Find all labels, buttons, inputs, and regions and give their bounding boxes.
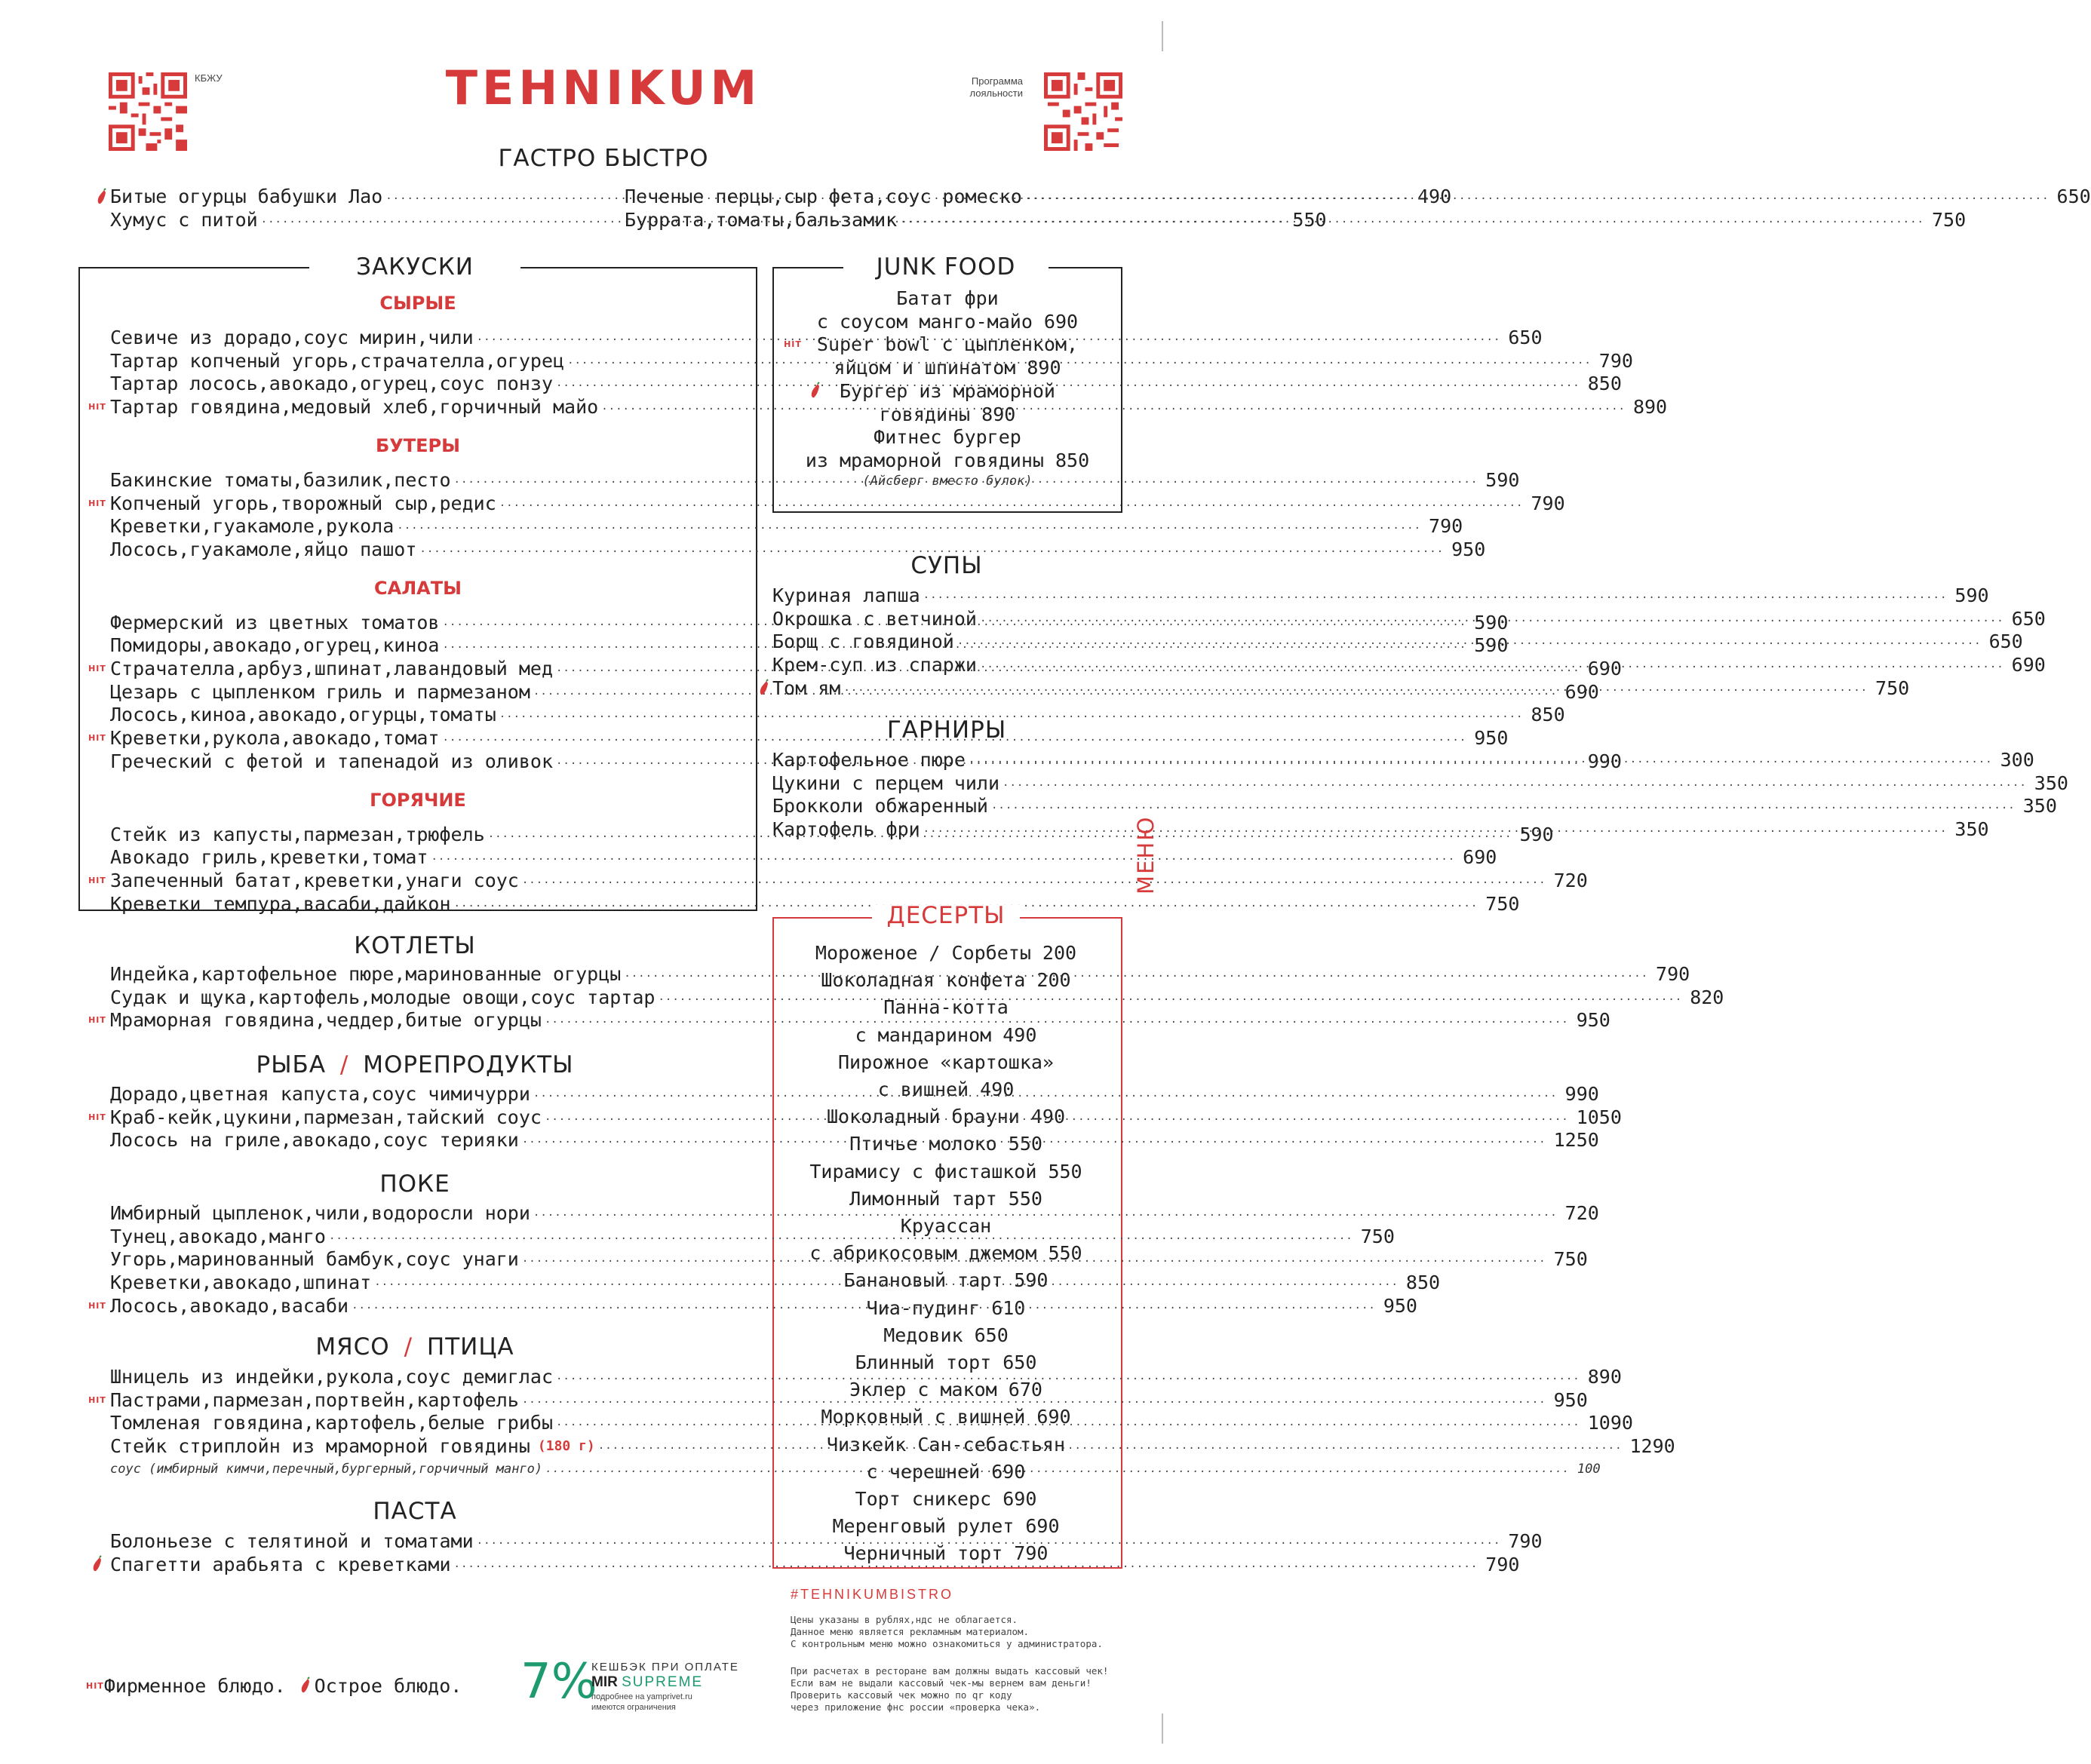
item-weight: (180 г) xyxy=(537,1438,595,1455)
dot-leader xyxy=(553,1365,1583,1388)
item-name: Буррата,томаты,бальзамик xyxy=(625,209,898,231)
dessert-line: Птичье молоко 550 xyxy=(849,1133,1042,1155)
dessert-line: Банановый тарт 590 xyxy=(843,1269,1049,1292)
item-name: Греческий с фетой и тапенадой из оливок xyxy=(110,750,553,772)
desserts-title: ДЕСЕРТЫ xyxy=(886,902,1006,929)
hit-badge-label: HIT xyxy=(88,1300,106,1311)
menu-row xyxy=(110,1008,1610,1032)
item-price: 850 xyxy=(1405,1272,1441,1294)
cutlets-title: КОТЛЕТЫ xyxy=(354,932,476,959)
menu-row xyxy=(772,653,2046,676)
menu-row xyxy=(110,538,1486,561)
menu-row xyxy=(110,492,1565,515)
item-name: Копченый угорь,творожный сыр,редис xyxy=(110,492,496,514)
item-name: Хумус с питой xyxy=(110,209,258,231)
item-price: 850 xyxy=(1587,373,1622,395)
item-price: 790 xyxy=(1598,349,1633,372)
menu-row xyxy=(110,1365,1622,1388)
item-name: Стейк из капусты,пармезан,трюфель xyxy=(110,823,485,845)
loyalty-qr-code[interactable] xyxy=(1044,72,1122,151)
item-price: 300 xyxy=(2000,749,2034,771)
dessert-line: Торт сникерс 690 xyxy=(855,1488,1037,1511)
zakuski-subsection-title: САЛАТЫ xyxy=(374,577,462,599)
dot-leader xyxy=(999,772,2030,795)
dot-leader xyxy=(519,1247,1549,1271)
hit-badge xyxy=(86,395,109,419)
item-price: 650 xyxy=(2011,607,2046,630)
dessert-line: Шоколадный брауни 490 xyxy=(826,1106,1066,1128)
item-price: 750 xyxy=(1360,1225,1395,1247)
meat-title-b: ПТИЦА xyxy=(426,1333,514,1361)
item-name: Печеные перцы,сыр фета,соус ромеско xyxy=(625,186,1022,207)
dot-leader xyxy=(348,1294,1379,1318)
item-price: 490 xyxy=(1417,186,1452,207)
hit-badge-label: HIT xyxy=(88,1015,106,1026)
item-name: Авокадо гриль,креветки,томат xyxy=(110,846,428,869)
item-name: Тартар копченый угорь,страчателла,огурец xyxy=(110,349,565,372)
dessert-line: Морковный с вишней 690 xyxy=(821,1406,1071,1428)
item-price: 1290 xyxy=(1629,1435,1675,1458)
hashtag[interactable]: #TEHNIKUMBISTRO xyxy=(791,1587,954,1602)
item-name: Судак и щука,картофель,молодые овощи,соус тартар xyxy=(110,986,656,1008)
dot-leader xyxy=(553,1411,1583,1434)
dot-leader xyxy=(840,676,1871,700)
fish-title-a: РЫБА xyxy=(256,1051,327,1078)
dot-leader xyxy=(474,1529,1504,1553)
dot-leader xyxy=(542,1460,1573,1478)
item-price: 650 xyxy=(1508,327,1543,348)
dessert-line: с мандарином 490 xyxy=(855,1023,1037,1046)
item-price: 550 xyxy=(1292,209,1327,231)
zakuski-subsection-title: ГОРЯЧИЕ xyxy=(370,789,466,811)
item-name: Лосось на гриле,авокадо,соус терияки xyxy=(110,1129,519,1152)
dessert-line: Чиа-пудинг 610 xyxy=(866,1296,1026,1319)
menu-row xyxy=(110,703,1565,726)
edge-mark-top xyxy=(1162,21,1163,51)
footer-notes-b xyxy=(791,1665,1108,1713)
item-price: 950 xyxy=(1383,1294,1417,1317)
item-name: Краб-кейк,цукини,пармезан,тайский соус xyxy=(110,1106,542,1128)
dessert-line: Блинный торт 650 xyxy=(855,1351,1037,1374)
item-price: 720 xyxy=(1553,869,1588,891)
junk-line: из мраморной говядины 850 xyxy=(805,449,1090,471)
item-name: Бакинские томаты,базилик,песто xyxy=(110,468,451,491)
spicy-icon xyxy=(804,379,827,403)
legend xyxy=(86,1673,462,1698)
item-price: 750 xyxy=(1931,209,1967,231)
dot-leader xyxy=(519,1388,1549,1412)
zakuski-subsection-title: СЫРЫЕ xyxy=(379,293,456,314)
meat-title-slash: / xyxy=(404,1333,413,1361)
item-name: Цукини с перцем чили xyxy=(772,772,1000,794)
item-name: Борщ с говядиной xyxy=(772,630,954,653)
item-name: Крем-суп из спаржи xyxy=(772,654,977,676)
item-name: Тартар лосось,авокадо,огурец,соус понзу xyxy=(110,373,553,395)
item-name: Стейк стриплойн из мраморной говядины xyxy=(110,1435,530,1458)
hit-badge-label: HIT xyxy=(88,498,106,508)
fish-title-b: МОРЕПРОДУКТЫ xyxy=(363,1051,574,1078)
junk-line: Super bowl с цыпленком, xyxy=(816,333,1079,356)
footer-notes-a xyxy=(791,1614,1103,1650)
footer-note: Цены указаны в рублях,ндс не облагается. xyxy=(791,1614,1018,1625)
dessert-line: с черешней 690 xyxy=(866,1460,1026,1483)
item-name: Томленая говядина,картофель,белые грибы xyxy=(110,1412,553,1434)
footer-note: Если вам не выдали кассовый чек-мы вернем вам деньги! xyxy=(791,1677,1092,1689)
hit-badge: HIT xyxy=(86,1680,104,1691)
footer-note: через приложение фнс россии «проверка чека». xyxy=(791,1701,1041,1713)
edge-mark-bottom xyxy=(1162,1713,1163,1744)
dessert-line: Черничный торт 790 xyxy=(843,1542,1049,1565)
item-name: Страчателла,арбуз,шпинат,лавандовый мед xyxy=(110,658,553,680)
dot-leader xyxy=(519,1128,1549,1152)
dot-leader xyxy=(530,1201,1561,1225)
spicy-icon xyxy=(299,1677,312,1694)
item-name: Спагетти арабьята с креветками xyxy=(110,1553,451,1575)
dot-leader xyxy=(897,208,1927,232)
dot-leader xyxy=(1022,185,2053,208)
item-price: 650 xyxy=(1988,630,2023,653)
hit-badge xyxy=(86,657,109,680)
item-price: 990 xyxy=(1587,750,1622,772)
dot-leader xyxy=(428,845,1458,869)
dessert-line: Круассан xyxy=(900,1215,992,1238)
item-price: 950 xyxy=(1576,1009,1610,1032)
loyalty-label-line2: лояльности xyxy=(969,87,1023,99)
dot-leader xyxy=(988,794,2019,818)
hit-badge-label: HIT xyxy=(88,1394,106,1405)
footer-note: С контрольным меню можно ознакомиться у администратора. xyxy=(791,1638,1103,1649)
hit-badge xyxy=(86,1294,109,1318)
item-name: Том ям xyxy=(772,676,841,699)
fish-title xyxy=(226,1051,603,1078)
kbju-qr-code[interactable] xyxy=(109,72,187,151)
menu-row xyxy=(772,794,2057,818)
dessert-line: Шоколадная конфета 200 xyxy=(821,969,1071,992)
soups-title: СУПЫ xyxy=(910,552,983,579)
dessert-line: Панна-котта xyxy=(883,996,1009,1019)
item-price: 890 xyxy=(1632,396,1668,419)
fish-title-slash: / xyxy=(339,1051,349,1078)
sauce-note: соус (имбирный кимчи,перечный,бургерный,горчичный манго) xyxy=(110,1462,543,1477)
item-name: Брокколи обжаренный xyxy=(772,795,988,818)
dessert-line: Лимонный тарт 550 xyxy=(849,1187,1042,1210)
dot-leader xyxy=(954,630,1985,653)
dessert-line: с абрикосовым джемом 550 xyxy=(809,1242,1082,1265)
junk-line: Фитнес бургер xyxy=(874,426,1021,449)
menu-row xyxy=(110,514,1463,538)
dot-leader xyxy=(451,1553,1482,1576)
gastro-title: ГАСТРО БЫСТРО xyxy=(498,145,709,172)
item-price: 350 xyxy=(1954,818,1989,841)
item-name: Индейка,картофельное пюре,маринованные огурцы xyxy=(110,963,622,985)
dessert-line: Медовик 650 xyxy=(883,1324,1009,1346)
cashback-percent: 7% xyxy=(520,1654,597,1710)
dessert-line: Пирожное «картошка» xyxy=(838,1051,1054,1073)
dot-leader xyxy=(977,653,2007,676)
item-price: 350 xyxy=(2022,795,2057,818)
item-name: Тунец,авокадо,манго xyxy=(110,1225,326,1247)
dot-leader xyxy=(966,748,1996,772)
item-price: 590 xyxy=(1474,611,1509,634)
dot-leader xyxy=(977,607,2007,630)
cashback-line3[interactable]: подробнее на yamprivet.ru xyxy=(591,1692,692,1701)
item-name: Севиче из дорадо,соус мирин,чили xyxy=(110,327,474,348)
item-name: Картофель фри xyxy=(772,818,920,841)
hit-badge xyxy=(86,1008,109,1032)
item-price: 950 xyxy=(1451,538,1486,560)
item-price: 590 xyxy=(1954,584,1989,606)
dot-leader xyxy=(394,514,1424,538)
item-price: 1050 xyxy=(1576,1106,1622,1128)
item-price: 590 xyxy=(1474,634,1509,657)
zakuski-subsection-title: БУТЕРЫ xyxy=(375,434,461,456)
item-price: 1250 xyxy=(1553,1129,1599,1152)
meat-title xyxy=(226,1333,603,1361)
item-price: 590 xyxy=(1485,468,1520,491)
dessert-line: Тирамису с фисташкой 550 xyxy=(809,1160,1082,1183)
item-name: Шницель из индейки,рукола,соус демиглас xyxy=(110,1366,553,1388)
menu-row xyxy=(772,772,2068,795)
brand-supreme: SUPREME xyxy=(622,1674,704,1690)
hit-legend-text: Фирменное блюдо. xyxy=(103,1674,286,1697)
item-name: Тартар говядина,медовый хлеб,горчичный майо xyxy=(110,396,599,419)
junk-line: говядины 890 xyxy=(879,403,1016,425)
kbju-label: КБЖУ xyxy=(195,72,223,84)
junk-note: (Айсберг вместо булок) xyxy=(862,474,1033,489)
item-price: 720 xyxy=(1564,1202,1599,1224)
hit-badge xyxy=(86,726,109,750)
dot-leader xyxy=(542,1106,1572,1129)
hit-badge xyxy=(86,1388,109,1412)
item-price: 690 xyxy=(1587,658,1622,680)
item-price: 790 xyxy=(1485,1553,1520,1575)
item-price: 650 xyxy=(2056,186,2091,207)
item-name: Угорь,маринованный бамбук,соус унаги xyxy=(110,1248,519,1271)
menu-row xyxy=(110,845,1497,869)
spicy-icon xyxy=(86,1553,109,1576)
dot-leader xyxy=(621,962,1651,986)
hit-badge xyxy=(86,869,109,892)
item-name: Окрошка с ветчиной xyxy=(772,607,977,630)
item-name: Мраморная говядина,чеддер,битые огурцы xyxy=(110,1009,542,1032)
hit-badge-label: HIT xyxy=(88,1112,106,1122)
garnish-title: ГАРНИРЫ xyxy=(886,716,1007,744)
loyalty-label-line1: Программа xyxy=(971,75,1023,87)
dot-leader xyxy=(655,986,1685,1009)
dot-leader xyxy=(920,584,1951,607)
dot-leader xyxy=(371,1271,1402,1294)
item-price: 890 xyxy=(1587,1366,1622,1388)
hit-badge-label: HIT xyxy=(88,733,106,744)
side-menu-label: МЕНЮ xyxy=(1133,815,1159,894)
dessert-line: с вишней 490 xyxy=(877,1078,1015,1101)
pasta-title: ПАСТА xyxy=(373,1498,457,1525)
item-name: Креветки темпура,васаби,дайкон xyxy=(110,892,451,915)
menu-row xyxy=(772,584,1989,607)
item-price: 950 xyxy=(1553,1388,1588,1411)
hit-badge-label: HIT xyxy=(88,664,106,673)
footer-note: Данное меню является рекламным материалом. xyxy=(791,1626,1030,1637)
item-name: Пастрами,пармезан,портвейн,картофель xyxy=(110,1388,519,1411)
item-name: Помидоры,авокадо,огурец,киноа xyxy=(110,634,440,657)
hit-badge xyxy=(86,492,109,515)
menu-row xyxy=(110,1529,1543,1553)
junk-line: с соусом манго-майо 690 xyxy=(816,310,1079,333)
item-name: Дорадо,цветная капуста,соус чимичурри xyxy=(110,1083,530,1105)
zakuski-title: ЗАКУСКИ xyxy=(356,253,474,281)
item-name: Битые огурцы бабушки Лао xyxy=(110,186,383,207)
item-price: 690 xyxy=(1463,846,1497,869)
item-price: 790 xyxy=(1531,492,1565,514)
dot-leader xyxy=(920,818,1951,841)
item-price: 790 xyxy=(1656,963,1690,985)
hit-badge-label: HIT xyxy=(784,339,802,350)
dessert-line: Меренговый рулет 690 xyxy=(832,1515,1060,1538)
item-price: 790 xyxy=(1508,1530,1543,1552)
brand-logo: TEHNIKUM xyxy=(445,60,762,115)
brand-mir: MIR xyxy=(591,1674,618,1690)
dot-leader xyxy=(519,869,1549,892)
dessert-line: Эклер с маком 670 xyxy=(849,1379,1042,1401)
item-name: Креветки,авокадо,шпинат xyxy=(110,1272,372,1294)
dot-leader xyxy=(595,1434,1626,1458)
item-price: 990 xyxy=(1564,1083,1599,1105)
item-name: Креветки,рукола,авокадо,томат xyxy=(110,727,440,750)
footer-note: При расчетах в ресторане вам должны выдать кассовый чек! xyxy=(791,1665,1109,1677)
spicy-legend-text: Острое блюдо. xyxy=(314,1674,462,1697)
item-name: Фермерский из цветных томатов xyxy=(110,611,440,634)
poke-title: ПОКЕ xyxy=(379,1170,450,1198)
item-name: Цезарь с цыпленком гриль и пармезаном xyxy=(110,680,530,703)
item-price: 1090 xyxy=(1587,1412,1633,1434)
item-price: 820 xyxy=(1690,986,1724,1008)
item-price: 350 xyxy=(2034,772,2068,794)
junk-line: яйцом и шпинатом 890 xyxy=(834,357,1061,379)
item-price: 750 xyxy=(1553,1248,1588,1271)
meat-title-a: МЯСО xyxy=(315,1333,390,1361)
item-price: 690 xyxy=(2011,654,2046,676)
junk-line: Бургер из мраморной xyxy=(840,379,1055,402)
item-name: Картофельное пюре xyxy=(772,749,966,771)
junk-line: Батат фри xyxy=(896,287,999,309)
dessert-line: Мороженое / Сорбеты 200 xyxy=(815,942,1077,964)
item-price: 590 xyxy=(1519,823,1554,845)
item-name: Креветки,гуакамоле,рукола xyxy=(110,515,395,538)
hit-badge xyxy=(781,333,804,356)
cashback-line1: КЕШБЭК ПРИ ОПЛАТЕ xyxy=(591,1661,739,1673)
item-name: Болоньезе с телятиной и томатами xyxy=(110,1530,474,1552)
hit-badge-label: HIT xyxy=(88,875,106,885)
item-price: 750 xyxy=(1875,676,1910,699)
sauce-price: 100 xyxy=(1577,1462,1601,1477)
dot-leader xyxy=(542,1008,1572,1032)
hit-badge xyxy=(86,1106,109,1129)
junk-food-title: JUNK FOOD xyxy=(876,253,1016,281)
menu-row xyxy=(110,869,1588,892)
cashback-line4: имеются ограничения xyxy=(591,1703,676,1712)
item-price: 850 xyxy=(1531,704,1565,726)
item-name: Имбирный цыпленок,чили,водоросли нори xyxy=(110,1202,530,1224)
item-price: 790 xyxy=(1429,515,1463,538)
dot-leader xyxy=(530,1082,1561,1106)
footer-note: Проверить кассовый чек можно по qr коду xyxy=(791,1689,1012,1701)
item-name: Лосось,киноа,авокадо,огурцы,томаты xyxy=(110,704,496,726)
item-name: Лосось,гуакамоле,яйцо пашот xyxy=(110,538,417,560)
menu-row xyxy=(110,1201,1599,1225)
hit-badge-label: HIT xyxy=(88,402,106,413)
item-price: 950 xyxy=(1474,727,1509,750)
item-price: 750 xyxy=(1485,892,1520,915)
item-price: 690 xyxy=(1564,680,1599,703)
cashback-brand xyxy=(591,1674,703,1691)
item-name: Запеченный батат,креветки,унаги соус xyxy=(110,869,519,891)
dot-leader xyxy=(326,1225,1356,1248)
item-name: Куриная лапша xyxy=(772,584,920,606)
dessert-line: Чизкейк Сан-себастьян xyxy=(826,1433,1066,1456)
item-name: Лосось,авокадо,васаби xyxy=(110,1294,349,1317)
